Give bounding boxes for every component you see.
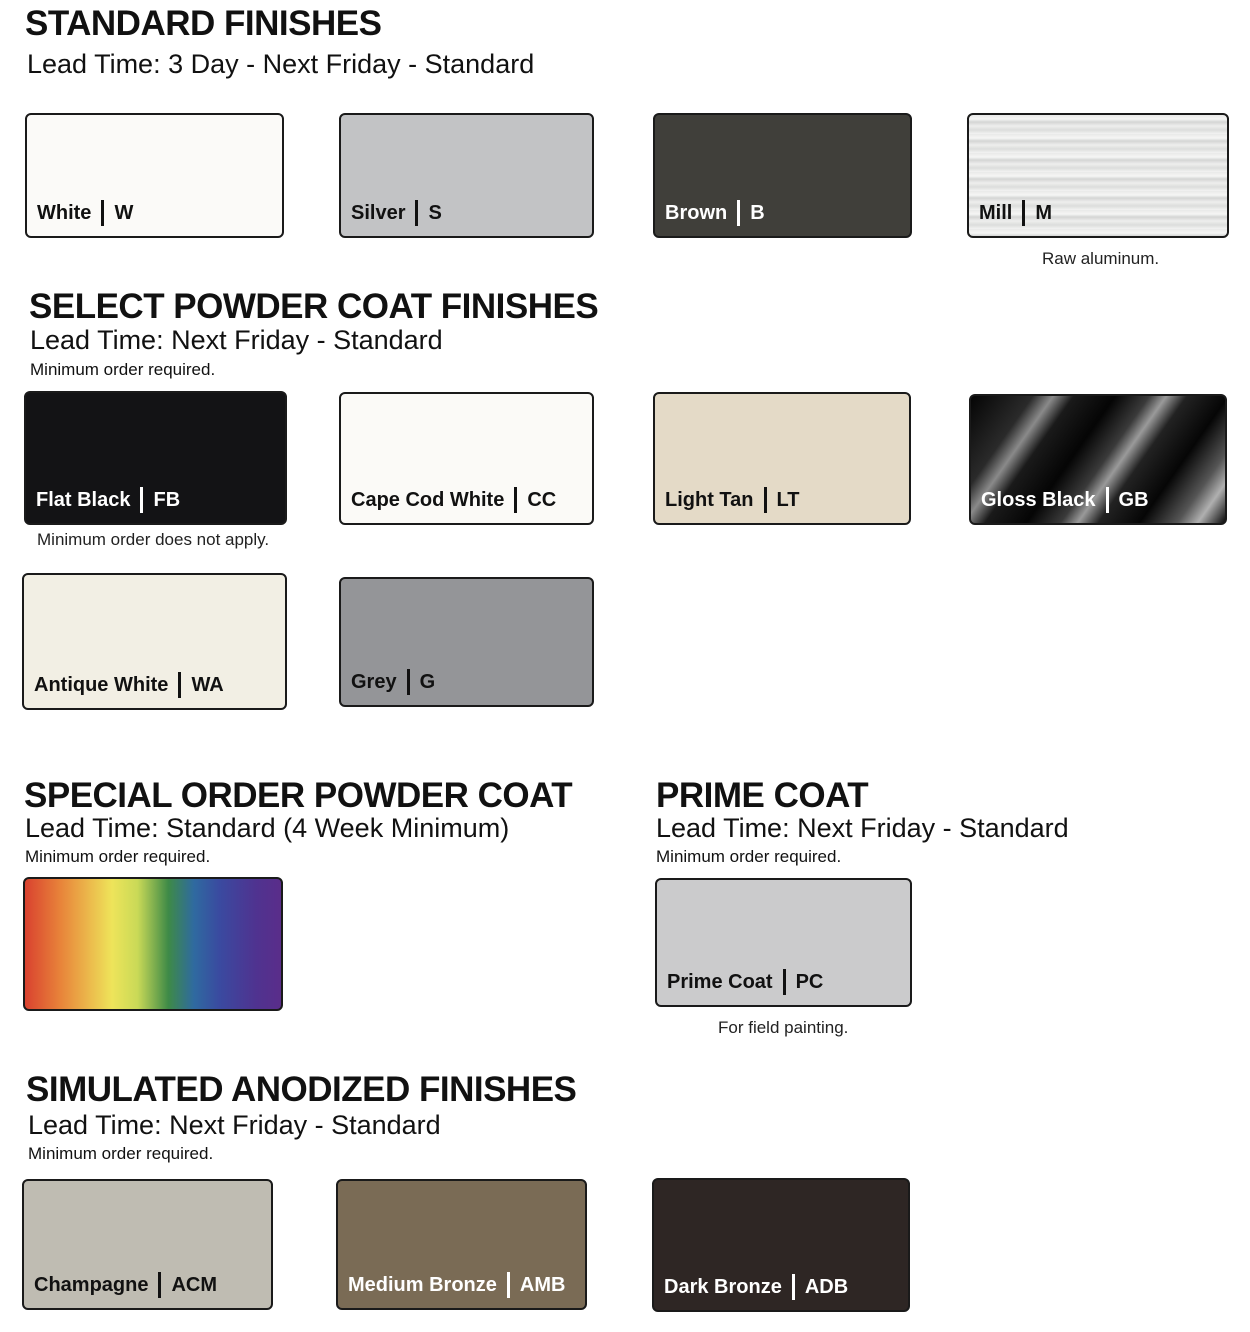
anodized-lead-time: Lead Time: Next Friday - Standard bbox=[28, 1110, 441, 1140]
swatch-code: WA bbox=[191, 673, 224, 696]
swatch-name: Flat Black bbox=[36, 488, 131, 511]
swatch-code: M bbox=[1035, 201, 1053, 224]
swatch-code: G bbox=[419, 670, 436, 693]
standard-title: STANDARD FINISHES bbox=[25, 4, 382, 43]
select-title: SELECT POWDER COAT FINISHES bbox=[29, 287, 599, 326]
swatch-name: Medium Bronze bbox=[348, 1273, 497, 1296]
special-lead-time: Lead Time: Standard (4 Week Minimum) bbox=[25, 813, 510, 843]
standard-lead-time: Lead Time: 3 Day - Next Friday - Standard bbox=[27, 49, 535, 79]
swatch-name: Prime Coat bbox=[667, 970, 773, 993]
flat-black-note: Minimum order does not apply. bbox=[37, 530, 270, 549]
swatch-gloss-black bbox=[969, 394, 1227, 525]
swatch-code: GB bbox=[1118, 488, 1149, 511]
swatch-code: CC bbox=[527, 488, 557, 511]
prime-minimum: Minimum order required. bbox=[656, 847, 842, 866]
swatch-name: Antique White bbox=[34, 673, 169, 696]
mill-note: Raw aluminum. bbox=[1042, 249, 1160, 268]
anodized-title: SIMULATED ANODIZED FINISHES bbox=[26, 1070, 577, 1109]
swatch-name: Silver bbox=[351, 201, 406, 224]
prime-lead-time: Lead Time: Next Friday - Standard bbox=[656, 813, 1069, 843]
prime-title: PRIME COAT bbox=[656, 776, 869, 815]
swatch-name: Brown bbox=[665, 201, 728, 224]
swatch-flat-black bbox=[24, 391, 287, 525]
swatch-code: ADB bbox=[804, 1275, 849, 1298]
swatch-antique-white bbox=[22, 573, 287, 710]
swatch-code: LT bbox=[776, 488, 800, 511]
swatch-custom-color bbox=[23, 877, 283, 1011]
swatch-prime-coat bbox=[655, 878, 912, 1007]
swatch-name: Light Tan bbox=[665, 488, 754, 511]
swatch-white bbox=[25, 113, 284, 238]
select-lead-time: Lead Time: Next Friday - Standard bbox=[30, 325, 443, 355]
swatch-name: Gloss Black bbox=[981, 488, 1096, 511]
swatch-code: FB bbox=[153, 488, 181, 511]
swatch-code: B bbox=[750, 201, 765, 224]
swatch-dark-bronze bbox=[652, 1178, 910, 1312]
select-minimum: Minimum order required. bbox=[30, 360, 216, 379]
swatch-cape-cod-white bbox=[339, 392, 594, 525]
swatch-light-tan bbox=[653, 392, 911, 525]
special-minimum: Minimum order required. bbox=[25, 847, 211, 866]
swatch-name: Cape Cod White bbox=[351, 488, 505, 511]
swatch-champagne bbox=[22, 1179, 273, 1310]
swatch-grey bbox=[339, 577, 594, 707]
swatch-name: Dark Bronze bbox=[664, 1275, 782, 1298]
swatch-code: S bbox=[428, 201, 442, 224]
swatch-mill bbox=[967, 113, 1229, 238]
prime-note: For field painting. bbox=[718, 1018, 849, 1037]
swatch-code: PC bbox=[795, 970, 824, 993]
swatch-code: W bbox=[114, 201, 134, 224]
special-title: SPECIAL ORDER POWDER COAT bbox=[24, 776, 573, 815]
swatch-brown bbox=[653, 113, 912, 238]
swatch-name: Mill bbox=[979, 201, 1013, 224]
swatch-name: White bbox=[37, 201, 92, 224]
swatch-code: AMB bbox=[519, 1273, 566, 1296]
swatch-name: Champagne bbox=[34, 1273, 149, 1296]
swatch-name: Grey bbox=[351, 670, 397, 693]
swatch-code: ACM bbox=[171, 1273, 218, 1296]
anodized-minimum: Minimum order required. bbox=[28, 1144, 214, 1163]
swatch-silver bbox=[339, 113, 594, 238]
swatch-medium-bronze bbox=[336, 1179, 587, 1310]
